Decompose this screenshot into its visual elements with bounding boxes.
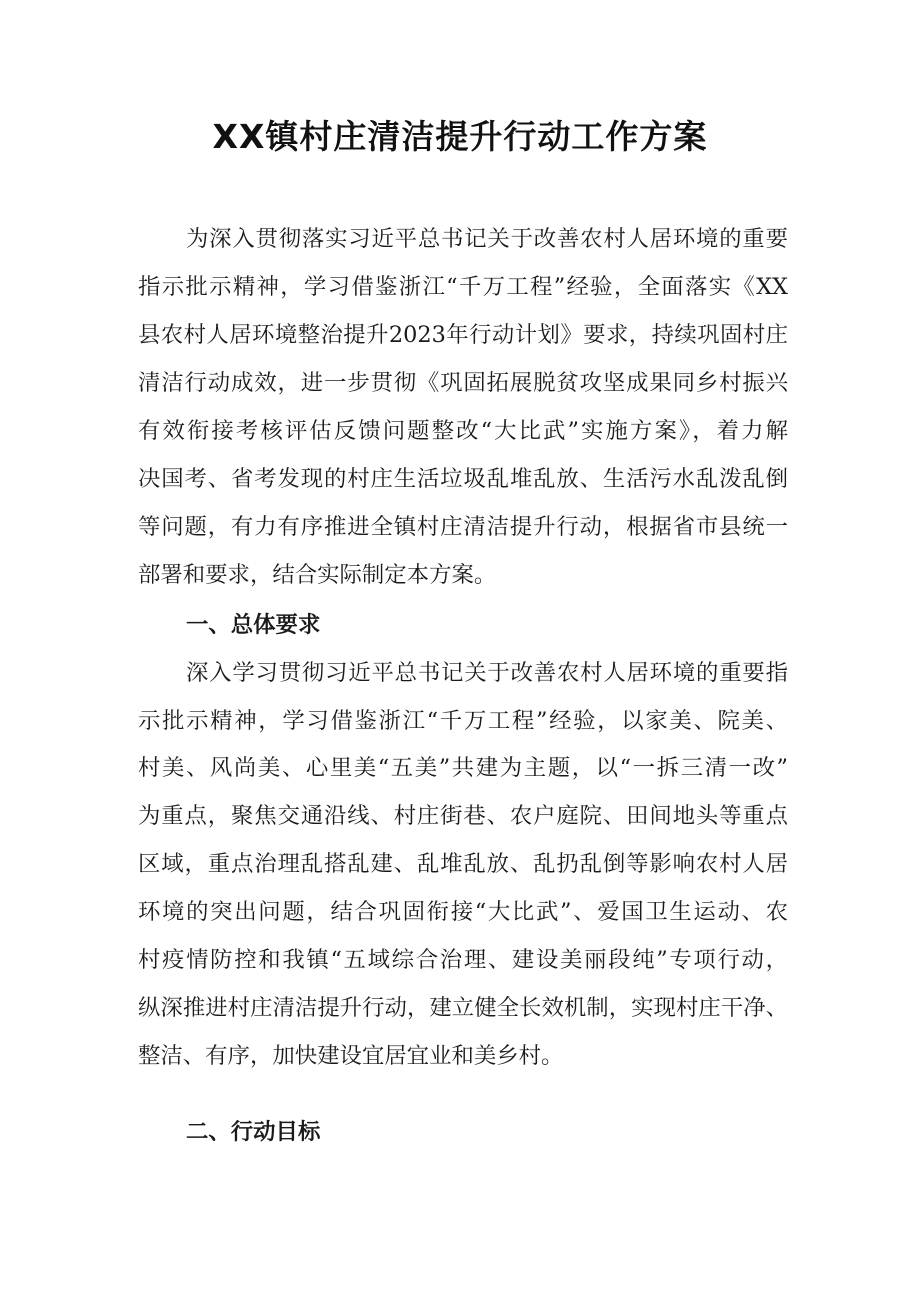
section1-line-2: 示批示精神，学习借鉴浙江“千万工程”经验，以家美、院美、 [138,708,788,734]
intro-line-6: 决国考、省考发现的村庄生活垃圾乱堆乱放、生活污水乱泼乱倒 [138,466,788,492]
section1-line-8: 纵深推进村庄清洁提升行动，建立健全长效机制，实现村庄干净、 [138,995,788,1021]
intro-line-7: 等问题，有力有序推进全镇村庄清洁提升行动，根据省市县统一 [138,514,788,540]
section-heading-action-goals: 二、行动目标 [186,1119,321,1145]
section-heading-general-requirements: 一、总体要求 [186,612,321,638]
section1-line-1: 深入学习贯彻习近平总书记关于改善农村人居环境的重要指 [186,660,788,686]
intro-line-8: 部署和要求，结合实际制定本方案。 [138,562,497,588]
section1-line-5: 区域，重点治理乱搭乱建、乱堆乱放、乱扔乱倒等影响农村人居 [138,851,788,877]
section1-line-9: 整洁、有序，加快建设宜居宜业和美乡村。 [138,1043,564,1069]
document-title: XX镇村庄清洁提升行动工作方案 [212,117,708,156]
section1-line-3: 村美、风尚美、心里美“五美”共建为主题，以“一拆三清一改” [138,755,788,781]
intro-line-4: 清洁行动成效，进一步贯彻《巩固拓展脱贫攻坚成果同乡村振兴 [138,370,788,396]
intro-line-2: 指示批示精神，学习借鉴浙江“千万工程”经验，全面落实《XX [138,274,788,300]
intro-line-5: 有效衔接考核评估反馈问题整改“大比武”实施方案》，着力解 [138,418,788,444]
section1-line-4: 为重点，聚焦交通沿线、村庄街巷、农户庭院、田间地头等重点 [138,803,788,829]
intro-line-1: 为深入贯彻落实习近平总书记关于改善农村人居环境的重要 [186,226,788,252]
intro-line-3: 县农村人居环境整治提升2023年行动计划》要求，持续巩固村庄 [138,322,788,348]
section1-line-6: 环境的突出问题，结合巩固衔接“大比武”、爱国卫生运动、农 [138,899,788,925]
section1-line-7: 村疫情防控和我镇“五域综合治理、建设美丽段纯”专项行动， [138,947,788,973]
